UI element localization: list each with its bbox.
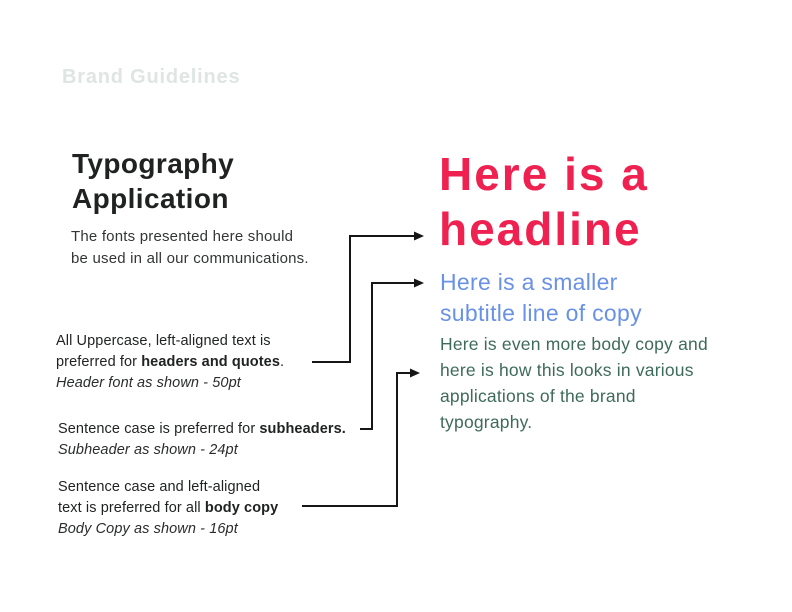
specimen-body-line2: here is how this looks in various (440, 360, 694, 380)
specimen-body-line1: Here is even more body copy and (440, 334, 708, 354)
note-subheaders-line1-bold: subheaders. (259, 421, 346, 437)
arrow-to-headline (312, 236, 414, 362)
note-bodycopy-line2-bold: body copy (204, 500, 279, 516)
brand-guidelines-label: Brand Guidelines (62, 66, 241, 88)
note-subheaders-line1 (58, 419, 346, 440)
note-bodycopy (58, 477, 278, 540)
note-bodycopy-caption: Body Copy as shown - 16pt (58, 521, 238, 537)
note-subheaders-caption: Subheader as shown - 24pt (58, 442, 238, 458)
note-bodycopy-line2-prefix: text is preferred for all (58, 500, 205, 516)
specimen-body-line4: typography. (440, 412, 533, 432)
intro-line2: be used in all our communications. (71, 250, 309, 267)
note-subheaders (58, 419, 346, 461)
specimen-body-line3: applications of the brand (440, 386, 636, 406)
note-subheaders-line1-prefix: Sentence case is preferred for (58, 421, 260, 437)
specimen-headline (439, 147, 649, 257)
note-headers-line1: All Uppercase, left-aligned text is (56, 333, 271, 349)
intro-line1: The fonts presented here should (71, 228, 294, 245)
page-title-line1: Typography (72, 148, 235, 179)
note-headers-line2-suffix: . (280, 354, 285, 370)
specimen-headline-line1: Here is a (439, 148, 649, 200)
note-bodycopy-line1: Sentence case and left-aligned (58, 479, 261, 495)
specimen-body (440, 331, 708, 435)
note-headers-line2-prefix: preferred for (56, 354, 142, 370)
specimen-subtitle (440, 267, 642, 329)
note-headers-line2 (56, 352, 284, 373)
specimen-headline-line2: headline (439, 203, 642, 255)
note-headers-line2-bold: headers and quotes (141, 354, 280, 370)
page-title (72, 146, 234, 216)
note-headers (56, 331, 284, 394)
note-bodycopy-line2 (58, 498, 278, 519)
intro-text (71, 226, 309, 270)
specimen-subtitle-line1: Here is a smaller (440, 269, 618, 295)
note-headers-caption: Header font as shown - 50pt (56, 375, 241, 391)
page-title-line2: Application (72, 183, 229, 214)
arrow-to-subtitle (360, 283, 414, 429)
specimen-subtitle-line2: subtitle line of copy (440, 300, 642, 326)
